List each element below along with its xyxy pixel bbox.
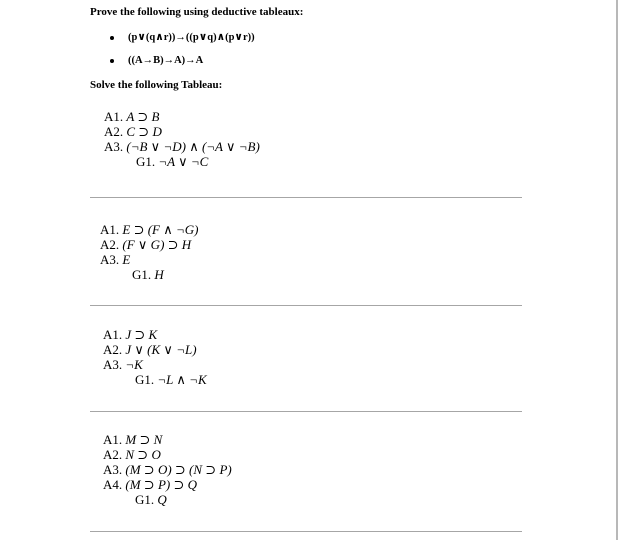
tableau-section-heading: Solve the following Tableau:	[90, 79, 223, 91]
line-formula: E	[122, 252, 131, 267]
section-divider	[90, 305, 522, 306]
proof-list	[110, 31, 255, 77]
tableau-1	[104, 109, 260, 169]
bullet-icon	[110, 36, 114, 40]
goal-label: G1.	[136, 154, 156, 169]
goal-formula: Q	[157, 492, 167, 507]
proof-formula: ((A→B)→A)→A	[128, 55, 204, 66]
proof-item	[110, 31, 255, 54]
line-formula: (¬B ∨ ¬D) ∧ (¬A ∨ ¬B)	[126, 139, 260, 154]
line-label: A1.	[100, 222, 120, 237]
proof-item	[110, 54, 255, 77]
tableau-4	[103, 432, 232, 507]
assumption-line	[100, 252, 199, 267]
assumption-line	[104, 139, 260, 154]
assumption-line	[103, 327, 207, 342]
goal-line	[103, 492, 232, 507]
assumption-line	[100, 222, 199, 237]
assumption-line	[103, 432, 232, 447]
goal-line	[100, 267, 199, 282]
goal-label: G1.	[135, 372, 155, 387]
assumption-line	[103, 462, 232, 477]
line-label: A3.	[100, 252, 120, 267]
goal-label: G1.	[135, 492, 155, 507]
line-formula: ¬K	[125, 357, 143, 372]
tableau-2	[100, 222, 199, 282]
line-label: A1.	[103, 432, 123, 447]
line-formula: E ⊃ (F ∧ ¬G)	[122, 222, 199, 237]
goal-formula: ¬L ∧ ¬K	[157, 372, 207, 387]
line-label: A3.	[103, 462, 123, 477]
assumption-line	[103, 342, 207, 357]
line-formula: J ⊃ K	[125, 327, 158, 342]
line-formula: N ⊃ O	[125, 447, 161, 462]
goal-label: G1.	[132, 267, 152, 282]
intro-heading: Prove the following using deductive tableaux:	[90, 6, 304, 18]
line-label: A2.	[103, 342, 123, 357]
section-divider	[90, 197, 522, 198]
line-label: A3.	[103, 357, 123, 372]
assumption-line	[103, 477, 232, 492]
line-label: A2.	[100, 237, 120, 252]
assumption-line	[103, 357, 207, 372]
section-divider	[90, 411, 522, 412]
line-formula: (M ⊃ O) ⊃ (N ⊃ P)	[125, 462, 232, 477]
line-formula: (M ⊃ P) ⊃ Q	[125, 477, 197, 492]
page-edge-divider	[616, 0, 618, 540]
line-formula: J ∨ (K ∨ ¬L)	[125, 342, 197, 357]
proof-formula: (p∨(q∧r))→((p∨q)∧(p∨r))	[128, 32, 255, 43]
line-formula: C ⊃ D	[126, 124, 162, 139]
assumption-line	[100, 237, 199, 252]
line-label: A4.	[103, 477, 123, 492]
line-formula: M ⊃ N	[125, 432, 163, 447]
line-label: A3.	[104, 139, 124, 154]
line-label: A2.	[103, 447, 123, 462]
goal-formula: ¬A ∨ ¬C	[158, 154, 209, 169]
section-divider	[90, 531, 522, 532]
assumption-line	[104, 109, 260, 124]
line-label: A1.	[104, 109, 124, 124]
assumption-line	[103, 447, 232, 462]
goal-formula: H	[154, 267, 164, 282]
bullet-icon	[110, 59, 114, 63]
line-formula: A ⊃ B	[126, 109, 160, 124]
goal-line	[104, 154, 260, 169]
line-label: A2.	[104, 124, 124, 139]
tableau-3	[103, 327, 207, 387]
line-label: A1.	[103, 327, 123, 342]
assumption-line	[104, 124, 260, 139]
line-formula: (F ∨ G) ⊃ H	[122, 237, 192, 252]
goal-line	[103, 372, 207, 387]
